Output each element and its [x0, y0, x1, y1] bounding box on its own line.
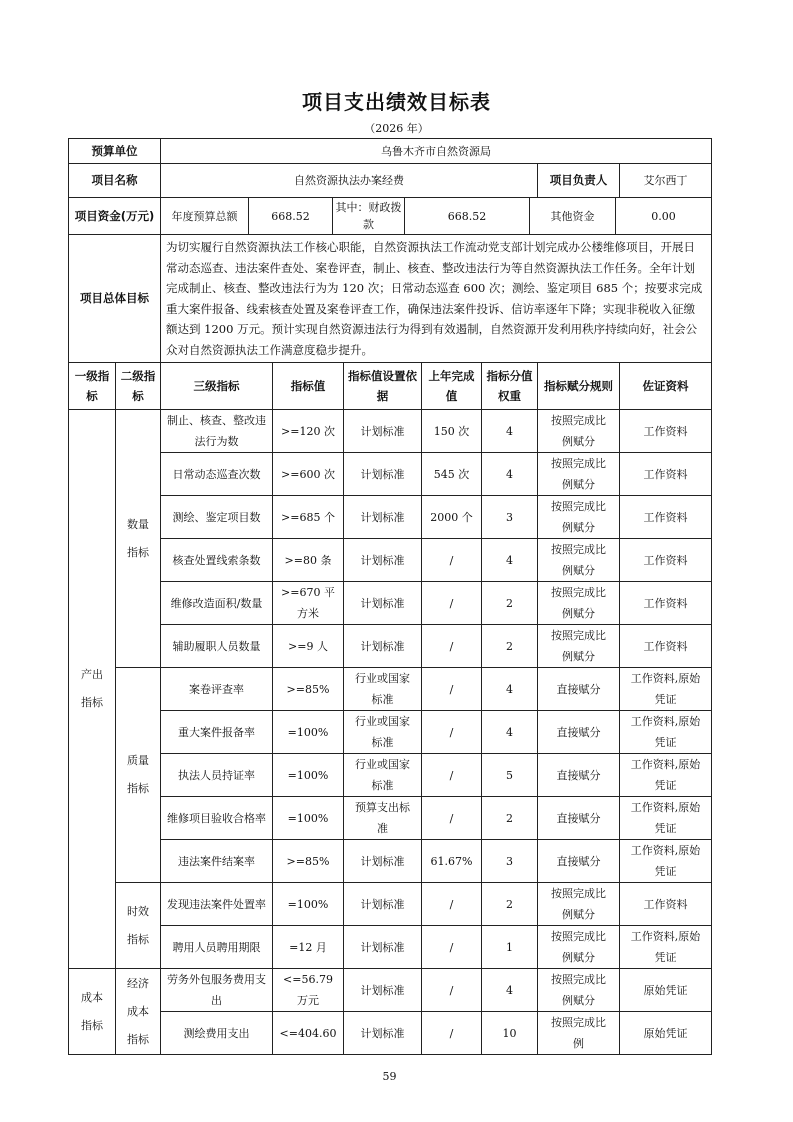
indicator-value: >=670 平方米 — [273, 582, 344, 625]
table-row — [69, 582, 712, 625]
indicator-value: =100% — [273, 797, 344, 840]
scoring-rule: 按照完成比例赋分 — [538, 496, 620, 539]
table-row — [69, 496, 712, 539]
basis: 计划标准 — [344, 926, 422, 969]
weight: 4 — [482, 410, 538, 453]
indicator-value: <=56.79 万元 — [273, 969, 344, 1012]
last-year-value: / — [422, 926, 482, 969]
table-row — [69, 754, 712, 797]
column-header: 指标分值权重 — [482, 363, 538, 410]
scoring-rule: 直接赋分 — [538, 840, 620, 883]
column-header: 指标值 — [273, 363, 344, 410]
basis: 计划标准 — [344, 840, 422, 883]
level3-indicator: 违法案件结案率 — [161, 840, 273, 883]
table-row — [69, 453, 712, 496]
indicator-value: =12 月 — [273, 926, 344, 969]
last-year-value: / — [422, 582, 482, 625]
table-row — [69, 797, 712, 840]
scoring-rule: 直接赋分 — [538, 754, 620, 797]
level3-indicator: 维修项目验收合格率 — [161, 797, 273, 840]
level3-indicator: 日常动态巡查次数 — [161, 453, 273, 496]
owner-label: 项目负责人 — [538, 164, 620, 198]
evidence: 工作资料,原始凭证 — [620, 754, 712, 797]
weight: 2 — [482, 797, 538, 840]
scoring-rule: 直接赋分 — [538, 711, 620, 754]
column-header: 佐证资料 — [620, 363, 712, 410]
weight: 4 — [482, 711, 538, 754]
other-funds-label: 其他资金 — [530, 198, 616, 234]
level3-indicator: 重大案件报备率 — [161, 711, 273, 754]
evidence: 工作资料 — [620, 582, 712, 625]
budget-unit-value: 乌鲁木齐市自然资源局 — [161, 139, 712, 164]
column-header: 指标赋分规则 — [538, 363, 620, 410]
evidence: 原始凭证 — [620, 1012, 712, 1055]
weight: 2 — [482, 883, 538, 926]
scoring-rule: 按照完成比例赋分 — [538, 410, 620, 453]
level2-indicator: 时效指标 — [116, 883, 161, 969]
owner-value: 艾尔西丁 — [620, 164, 712, 198]
last-year-value: / — [422, 883, 482, 926]
evidence: 工作资料 — [620, 496, 712, 539]
weight: 3 — [482, 496, 538, 539]
table-row — [69, 410, 712, 453]
last-year-value: / — [422, 797, 482, 840]
weight: 1 — [482, 926, 538, 969]
evidence: 工作资料 — [620, 410, 712, 453]
table-row — [69, 539, 712, 582]
level2-indicator: 数量指标 — [116, 410, 161, 668]
level3-indicator: 维修改造面积/数量 — [161, 582, 273, 625]
scoring-rule: 按照完成比例赋分 — [538, 453, 620, 496]
fiscal-value: 668.52 — [405, 198, 530, 234]
indicator-value: =100% — [273, 754, 344, 797]
weight: 2 — [482, 582, 538, 625]
last-year-value: 2000 个 — [422, 496, 482, 539]
table-row — [69, 926, 712, 969]
scoring-rule: 按照完成比例 — [538, 1012, 620, 1055]
column-header: 指标值设置依据 — [344, 363, 422, 410]
indicator-value: >=600 次 — [273, 453, 344, 496]
last-year-value: / — [422, 539, 482, 582]
level3-indicator: 发现违法案件处置率 — [161, 883, 273, 926]
last-year-value: / — [422, 754, 482, 797]
evidence: 工作资料,原始凭证 — [620, 797, 712, 840]
basis: 计划标准 — [344, 969, 422, 1012]
project-name-label: 项目名称 — [69, 164, 161, 198]
last-year-value: 545 次 — [422, 453, 482, 496]
scoring-rule: 按照完成比例赋分 — [538, 539, 620, 582]
level1-indicator: 成本指标 — [69, 969, 116, 1055]
weight: 3 — [482, 840, 538, 883]
indicator-value: >=120 次 — [273, 410, 344, 453]
column-header: 三级指标 — [161, 363, 273, 410]
project-name-value: 自然资源执法办案经费 — [161, 164, 538, 198]
weight: 4 — [482, 668, 538, 711]
indicator-value: >=685 个 — [273, 496, 344, 539]
table-row — [69, 969, 712, 1012]
level3-indicator: 聘用人员聘用期限 — [161, 926, 273, 969]
basis: 计划标准 — [344, 539, 422, 582]
evidence: 工作资料,原始凭证 — [620, 840, 712, 883]
page-number: 59 — [382, 1070, 397, 1083]
table-row — [69, 625, 712, 668]
weight: 4 — [482, 539, 538, 582]
budget-unit-label: 预算单位 — [69, 139, 161, 164]
level3-indicator: 执法人员持证率 — [161, 754, 273, 797]
scoring-rule: 按照完成比例赋分 — [538, 883, 620, 926]
indicator-value: =100% — [273, 711, 344, 754]
last-year-value: 150 次 — [422, 410, 482, 453]
level3-indicator: 劳务外包服务费用支出 — [161, 969, 273, 1012]
scoring-rule: 按照完成比例赋分 — [538, 926, 620, 969]
basis: 行业或国家标准 — [344, 754, 422, 797]
weight: 4 — [482, 969, 538, 1012]
last-year-value: / — [422, 668, 482, 711]
column-header: 二级指标 — [116, 363, 161, 410]
annual-total-value: 668.52 — [249, 198, 333, 234]
last-year-value: / — [422, 711, 482, 754]
table-row — [69, 1012, 712, 1055]
other-funds-value: 0.00 — [651, 209, 676, 223]
funds-label: 项目资金(万元) — [69, 198, 161, 235]
indicator-value: >=85% — [273, 840, 344, 883]
fiscal-label: 其中：财政拨款 — [333, 198, 405, 234]
basis: 计划标准 — [344, 410, 422, 453]
scoring-rule: 按照完成比例赋分 — [538, 969, 620, 1012]
evidence: 工作资料,原始凭证 — [620, 926, 712, 969]
column-header: 一级指标 — [69, 363, 116, 410]
indicator-value: >=9 人 — [273, 625, 344, 668]
basis: 计划标准 — [344, 582, 422, 625]
table-row — [69, 840, 712, 883]
basis: 行业或国家标准 — [344, 668, 422, 711]
scoring-rule: 直接赋分 — [538, 668, 620, 711]
table-row — [69, 668, 712, 711]
scoring-rule: 按照完成比例赋分 — [538, 625, 620, 668]
weight: 2 — [482, 625, 538, 668]
level3-indicator: 辅助履职人员数量 — [161, 625, 273, 668]
scoring-rule: 直接赋分 — [538, 797, 620, 840]
year-label: （2026 年） — [364, 122, 429, 135]
level2-indicator: 质量指标 — [116, 668, 161, 883]
indicator-value: =100% — [273, 883, 344, 926]
indicator-value: >=80 条 — [273, 539, 344, 582]
level3-indicator: 测绘、鉴定项目数 — [161, 496, 273, 539]
level2-indicator: 经济成本指标 — [116, 969, 161, 1055]
basis: 计划标准 — [344, 625, 422, 668]
weight: 5 — [482, 754, 538, 797]
level3-indicator: 案卷评查率 — [161, 668, 273, 711]
scoring-rule: 按照完成比例赋分 — [538, 582, 620, 625]
basis: 计划标准 — [344, 453, 422, 496]
level3-indicator: 测绘费用支出 — [161, 1012, 273, 1055]
last-year-value: / — [422, 1012, 482, 1055]
annual-total-label: 年度预算总额 — [161, 198, 249, 234]
goal-text: 为切实履行自然资源执法工作核心职能，自然资源执法工作流动党支部计划完成办公楼维修项目，开展日常动态巡查、违法案件查处、案卷评查，制止、核查、整改违法行为等自然资源执法工作任务。全年计划完成制止、核查、整改违法行为为 120 次；日常动态巡查 600 次；测绘、鉴定项目 685 个；按要求完成重大案件报备、线索核查处置及案卷评查工作，确保违法案件投诉、信访率逐年下降；实现非税收入征缴额达到 1200 万元。预计实现自然资源违法行为得到有效遏制，自然资源开发利用秩序持续向好，社会公众对自然资源执法工作满意度稳步提升。 — [161, 235, 712, 363]
table-row — [69, 711, 712, 754]
evidence: 工作资料 — [620, 453, 712, 496]
indicator-value: >=85% — [273, 668, 344, 711]
basis: 行业或国家标准 — [344, 711, 422, 754]
level3-indicator: 核查处置线索条数 — [161, 539, 273, 582]
performance-table — [68, 138, 712, 1055]
weight: 4 — [482, 453, 538, 496]
last-year-value: 61.67% — [422, 840, 482, 883]
column-header: 上年完成值 — [422, 363, 482, 410]
goal-label: 项目总体目标 — [69, 235, 161, 363]
last-year-value: / — [422, 625, 482, 668]
basis: 计划标准 — [344, 1012, 422, 1055]
last-year-value: / — [422, 969, 482, 1012]
evidence: 原始凭证 — [620, 969, 712, 1012]
indicator-value: <=404.60 — [273, 1012, 344, 1055]
basis: 预算支出标准 — [344, 797, 422, 840]
basis: 计划标准 — [344, 883, 422, 926]
evidence: 工作资料 — [620, 883, 712, 926]
page-title: 项目支出绩效目标表 — [302, 90, 491, 114]
table-row — [69, 883, 712, 926]
weight: 10 — [482, 1012, 538, 1055]
level1-indicator: 产出指标 — [69, 410, 116, 969]
evidence: 工作资料,原始凭证 — [620, 711, 712, 754]
evidence: 工作资料 — [620, 539, 712, 582]
evidence: 工作资料,原始凭证 — [620, 668, 712, 711]
evidence: 工作资料 — [620, 625, 712, 668]
basis: 计划标准 — [344, 496, 422, 539]
level3-indicator: 制止、核查、整改违法行为数 — [161, 410, 273, 453]
indicator-header-row — [69, 363, 712, 410]
